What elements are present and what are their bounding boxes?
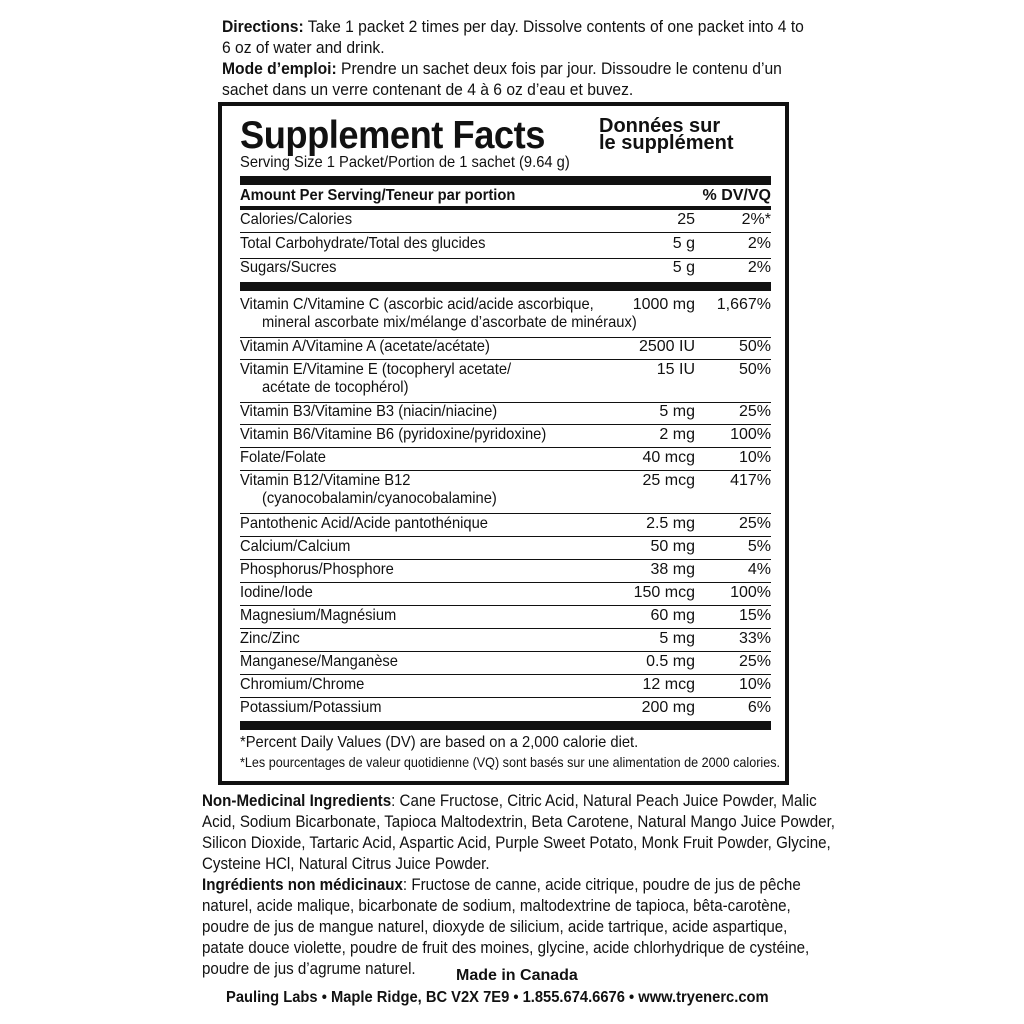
nutrient-name: Manganese/Manganèse [240, 653, 398, 670]
ingredients-en-line2: Acid, Sodium Bicarbonate, Tapioca Maltodextrin, Beta Carotene, Natural Mango Juice Powder, [202, 812, 836, 831]
supplement-facts-title: Supplement Facts [240, 114, 545, 157]
nutrient-dv: 50% [738, 338, 771, 355]
nutrient-row [240, 652, 771, 675]
nutrient-name-continued: mineral ascorbate mix/mélange d’ascorbate de minéraux) [262, 314, 637, 331]
nutrient-dv: 25% [738, 403, 771, 420]
nutrient-name: Pantothenic Acid/Acide pantothénique [240, 515, 488, 532]
ingredients-fr-line1: : Fructose de canne, acide citrique, poudre de jus de pêche [402, 875, 801, 894]
footnote-fr: *Les pourcentages de valeur quotidienne (VQ) sont basés sur une alimentation de 2000 calories. [240, 754, 781, 770]
mode-emploi-text-line1: Prendre un sachet deux fois par jour. Dissoudre le contenu d’un [336, 59, 782, 78]
nutrient-amount: 5 mg [659, 403, 695, 420]
nutrient-dv: 15% [738, 607, 771, 624]
nutrient-row [240, 234, 771, 259]
ingredients-fr-line5: poudre de jus d’agrume naturel. [202, 959, 416, 978]
nutrient-dv: 33% [738, 630, 771, 647]
nutrient-amount: 40 mcg [642, 449, 695, 466]
company-address: Pauling Labs • Maple Ridge, BC V2X 7E9 • 1.855.674.6676 • www.tryenerc.com [226, 989, 769, 1006]
nutrient-dv: 25% [738, 515, 771, 532]
ingredients-fr-label: Ingrédients non médicinaux [202, 875, 403, 894]
divider-thick [240, 282, 771, 291]
nutrient-amount: 60 mg [650, 607, 695, 624]
ingredients-fr-line3: poudre de jus de mangue naturel, dioxyde de silicium, acide tartrique, acide aspartique, [202, 917, 788, 936]
nutrient-name: Zinc/Zinc [240, 630, 300, 647]
divider-medium [240, 206, 771, 210]
made-in-canada: Made in Canada [456, 967, 578, 984]
directions-section [222, 16, 1022, 100]
nutrient-name: Folate/Folate [240, 449, 326, 466]
serving-size: Serving Size 1 Packet/Portion de 1 sachet (9.64 g) [240, 154, 570, 171]
nutrient-name: Vitamin B12/Vitamine B12 [240, 472, 411, 489]
nutrient-name: Vitamin A/Vitamine A (acetate/acétate) [240, 338, 490, 355]
nutrient-name: Vitamin C/Vitamine C (ascorbic acid/acide ascorbique, [240, 296, 594, 313]
nutrient-name: Phosphorus/Phosphore [240, 561, 394, 578]
nutrient-amount: 38 mg [650, 561, 695, 578]
nutrient-name: Potassium/Potassium [240, 699, 382, 716]
amount-header-label: Amount Per Serving/Teneur par portion [240, 187, 516, 204]
nutrient-row [240, 448, 771, 471]
nutrient-name: Magnesium/Magnésium [240, 607, 397, 624]
nutrient-dv: 417% [730, 472, 771, 489]
nutrient-dv: 100% [730, 426, 771, 443]
nutrient-amount: 5 mg [659, 630, 695, 647]
nutrient-name: Total Carbohydrate/Total des glucides [240, 235, 486, 252]
nutrient-name: Vitamin E/Vitamine E (tocopheryl acetate/ [240, 361, 512, 378]
nutrient-amount: 2 mg [659, 426, 695, 443]
mode-emploi-label: Mode d’emploi: [222, 59, 337, 78]
ingredients-section [202, 790, 1002, 979]
nutrient-amount: 15 IU [656, 361, 695, 378]
nutrient-amount: 2500 IU [638, 338, 695, 355]
nutrient-row [240, 210, 771, 233]
nutrient-dv: 4% [747, 561, 771, 578]
amount-header-row [240, 186, 771, 208]
nutrient-name: Vitamin B3/Vitamine B3 (niacin/niacine) [240, 403, 498, 420]
non-medicinal-label: Non-Medicinal Ingredients [202, 791, 392, 810]
nutrient-row [240, 675, 771, 698]
ingredients-en-line3: Silicon Dioxide, Tartaric Acid, Aspartic Acid, Purple Sweet Potato, Monk Fruit Powder, Glycine, [202, 833, 831, 852]
nutrient-dv: 6% [747, 699, 771, 716]
nutrient-amount: 2.5 mg [646, 515, 695, 532]
nutrient-row [240, 402, 771, 425]
nutrient-name: Calories/Calories [240, 211, 353, 228]
nutrient-dv: 2% [747, 235, 771, 252]
nutrient-row [240, 606, 771, 629]
ingredients-fr-line2: naturel, acide malique, bicarbonate de sodium, maltodextrine de tapioca, bêta-carotène, [202, 896, 791, 915]
nutrient-amount: 200 mg [641, 699, 695, 716]
nutrient-dv: 10% [738, 676, 771, 693]
nutrient-dv: 25% [738, 653, 771, 670]
nutrient-amount: 50 mg [650, 538, 695, 555]
nutrient-amount: 12 mcg [642, 676, 695, 693]
ingredients-fr-line4: patate douce violette, poudre de fruit des moines, glycine, acide chlorhydrique de cystéine, [202, 938, 810, 957]
directions-label: Directions: [222, 17, 304, 36]
nutrient-amount: 5 g [672, 259, 695, 276]
supplement-facts-title-fr: Données sur le supplément [599, 115, 734, 154]
nutrient-name: Calcium/Calcium [240, 538, 351, 555]
nutrient-row [240, 258, 771, 280]
nutrient-row [240, 360, 771, 403]
nutrient-amount: 25 mcg [642, 472, 695, 489]
nutrient-row [240, 514, 771, 537]
nutrient-row [240, 295, 771, 338]
nutrient-dv: 50% [738, 361, 771, 378]
directions-text-line2: 6 oz of water and drink. [222, 38, 385, 57]
nutrient-dv: 2% [747, 259, 771, 276]
supplement-facts-panel [218, 102, 789, 785]
footnote-en: *Percent Daily Values (DV) are based on a 2,000 calorie diet. [240, 734, 639, 751]
nutrient-name: Vitamin B6/Vitamine B6 (pyridoxine/pyridoxine) [240, 426, 547, 443]
ingredients-en-line4: Cysteine HCl, Natural Citrus Juice Powder. [202, 854, 490, 873]
nutrient-amount: 1000 mg [632, 296, 695, 313]
nutrient-row [240, 583, 771, 606]
dv-header-label: % DV/VQ [702, 187, 771, 204]
nutrient-dv: 1,667% [716, 296, 771, 313]
nutrient-name: Chromium/Chrome [240, 676, 365, 693]
nutrient-amount: 0.5 mg [646, 653, 695, 670]
nutrient-amount: 5 g [672, 235, 695, 252]
nutrient-row [240, 337, 771, 360]
nutrient-row [240, 471, 771, 514]
ingredients-en-line1: : Cane Fructose, Citric Acid, Natural Peach Juice Powder, Malic [391, 791, 817, 810]
nutrient-name-continued: (cyanocobalamin/cyanocobalamine) [262, 490, 497, 507]
divider-thick [240, 176, 771, 185]
nutrient-amount: 150 mcg [633, 584, 695, 601]
divider-thick [240, 721, 771, 730]
nutrient-row [240, 629, 771, 652]
nutrient-dv: 10% [738, 449, 771, 466]
nutrient-dv: 2%* [741, 211, 771, 228]
nutrient-row [240, 537, 771, 560]
directions-text-line1: Take 1 packet 2 times per day. Dissolve contents of one packet into 4 to [303, 17, 804, 36]
nutrient-row [240, 698, 771, 720]
nutrient-name: Iodine/Iode [240, 584, 313, 601]
nutrient-row [240, 425, 771, 448]
nutrient-dv: 5% [747, 538, 771, 555]
nutrient-amount: 25 [677, 211, 695, 228]
nutrient-name: Sugars/Sucres [240, 259, 337, 276]
nutrient-name-continued: acétate de tocophérol) [262, 379, 409, 396]
nutrient-dv: 100% [730, 584, 771, 601]
mode-emploi-text-line2: sachet dans un verre contenant de 4 à 6 oz d’eau et buvez. [222, 80, 634, 99]
nutrient-row [240, 560, 771, 583]
